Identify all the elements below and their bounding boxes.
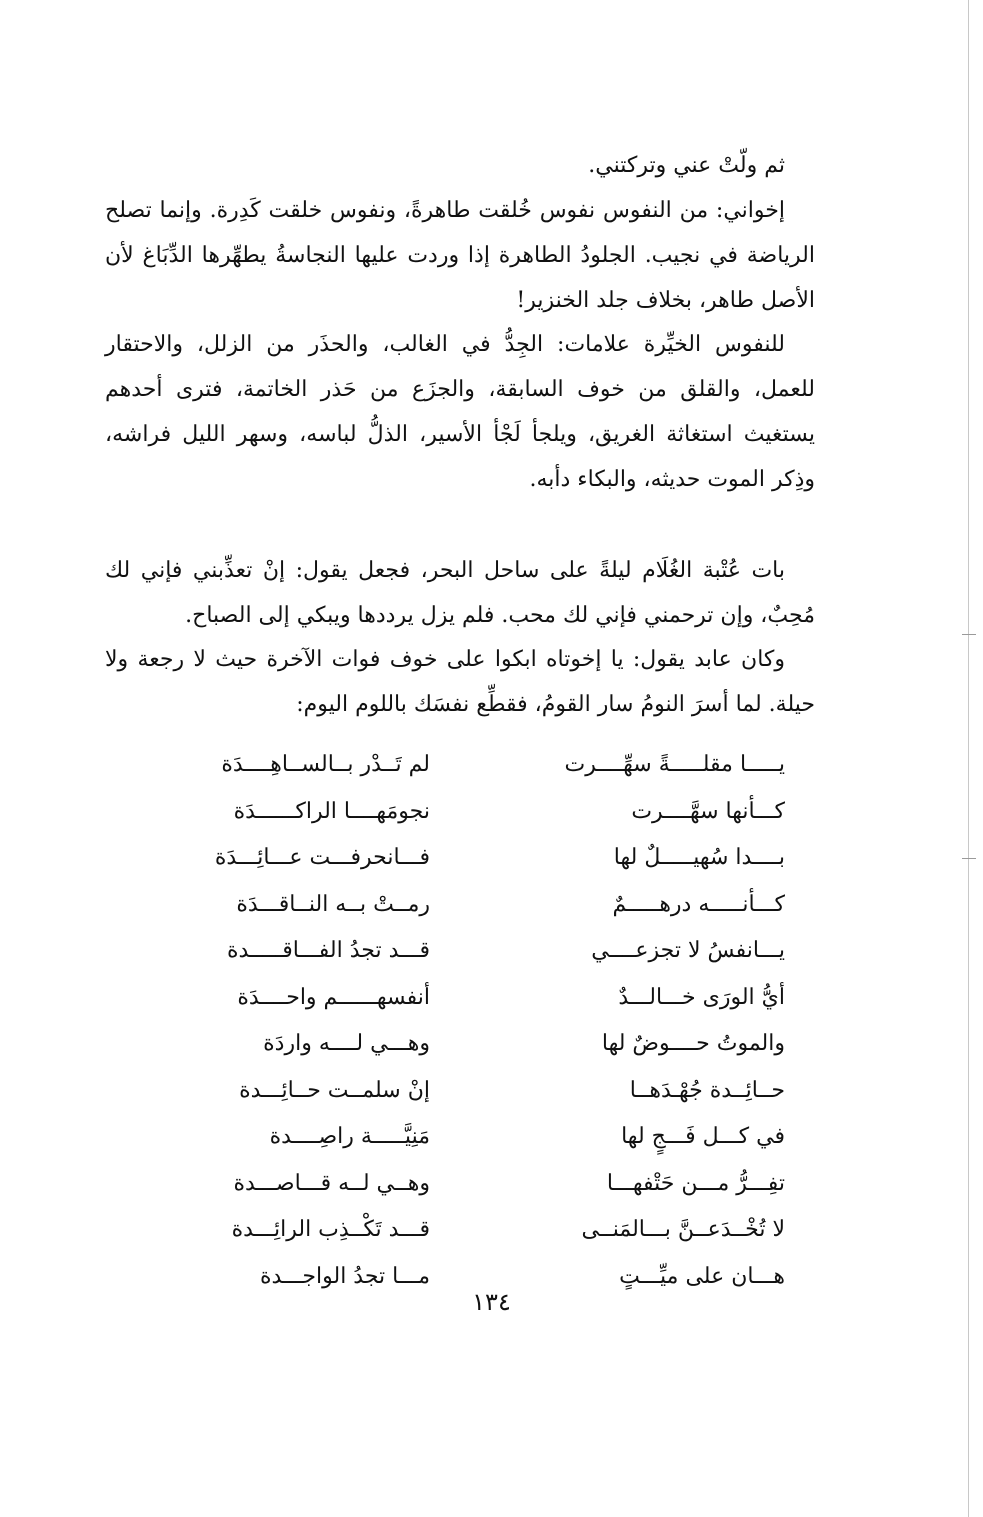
verse-first-hemistich: لا تُخْــدَعــنَّ بـــالمَنــى xyxy=(581,1217,785,1242)
scan-edge-tick xyxy=(962,634,976,635)
poem-verse xyxy=(130,1021,785,1068)
poem-verse xyxy=(130,789,785,836)
paragraph-pure-souls xyxy=(105,188,815,323)
poem-verse xyxy=(130,882,785,929)
verse-second-hemistich: وهــي لــه قـــاصـــدة xyxy=(233,1170,430,1196)
poem-verse xyxy=(130,1114,785,1161)
paragraph-text: وكان عابد يقول: يا إخوتاه ابكوا على خوف فوات الآخرة حيث لا رجعة ولا حيلة. لما أسرَ النومُ سار القومُ، فقطِّع نفسَك باللوم اليوم: xyxy=(105,647,815,717)
verse-second-hemistich: وهـــي لــــه واردَة xyxy=(263,1031,430,1056)
poem-verse xyxy=(130,835,785,882)
verse-second-hemistich: أنفسهــــــم واحــــدَة xyxy=(237,984,430,1010)
poem-verse xyxy=(130,1207,785,1254)
scan-edge-tick xyxy=(962,858,976,859)
paragraph-signs-of-good-souls xyxy=(105,322,815,502)
verse-first-hemistich: كـــأنها سهَّــــرت xyxy=(631,798,785,824)
verse-first-hemistich: تفِـــرُّ مـــن حَتْفهـــا xyxy=(606,1170,785,1196)
verse-first-hemistich: يـــــا مقلـــــةً سهِّــــرت xyxy=(564,752,785,777)
paragraph-text: بات عُتْبة الغُلَام ليلةً على ساحل البحر، فجعل يقول: إنْ تعذِّبني فإني لك مُحِبٌ، وإن ترحمني فإني لك محب. فلم يزل يرددها ويبكي إلى الصباح. xyxy=(105,558,815,628)
verse-first-hemistich: كـــأنـــــه درهـــــمٌ xyxy=(612,891,785,917)
verse-second-hemistich: نجومَهــــا الراكــــــدَة xyxy=(233,798,430,824)
poem-verse xyxy=(130,1068,785,1115)
paragraph-text: للنفوس الخيِّرة علامات: الجِدُّ في الغالب، والحذَر من الزلل، والاحتقار للعمل، والقلق من خوف السابقة، والجزَع من حَذر الخاتمة، فترى أحدهم يستغيث استغاثة الغريق، ويلجأ لَجْأ الأسير، الذلُّ لباسه، وسهر الليل فراشه، وذِكر الموت حديثه، والبكاء دأبه. xyxy=(105,332,815,492)
verse-second-hemistich: إنْ سلمــت حــائِـــدة xyxy=(239,1077,430,1103)
verse-second-hemistich: قـــد تَكْــذِب الرائِـــدة xyxy=(231,1217,430,1242)
page-number: ١٣٤ xyxy=(472,1288,511,1316)
verse-second-hemistich: مـــا تجدُ الواجـــدة xyxy=(260,1263,430,1289)
verse-second-hemistich: لم تَــدْر بــالســاهِــــدَة xyxy=(221,752,430,777)
paragraph-text: ثم ولّتْ عني وتركتني. xyxy=(588,153,785,178)
verse-first-hemistich: بــــدا سُهيـــــلٌ لها xyxy=(613,845,785,870)
verse-second-hemistich: فـــانحرفـــت عـــائِـــدَة xyxy=(214,845,430,870)
verse-first-hemistich: والموتُ حــــوضٌ لها xyxy=(601,1031,785,1056)
poem-verse xyxy=(130,975,785,1022)
poem-verse xyxy=(130,742,785,789)
paragraph-worshipper-saying xyxy=(105,637,815,727)
verse-second-hemistich: رمــتْ بــه النــاقـــدَة xyxy=(236,891,430,917)
paragraph-text: إخواني: من النفوس نفوس خُلقت طاهرةً، ونفوس خلقت كَدِرة. وإنما تصلح الرياضة في نجيب. الجلودُ الطاهرة إذا وردت عليها النجاسةُ يطهِّرها الدِّبَاغ لأن الأصل طاهر، بخلاف جلد الخنزير! xyxy=(105,198,815,313)
poem-verse xyxy=(130,1161,785,1208)
verse-first-hemistich: حــائِــدة جُهْـدَهــا xyxy=(629,1077,785,1103)
verse-first-hemistich: في كـــل فَـــجٍ لها xyxy=(621,1124,785,1149)
verse-first-hemistich: هـــان على ميِّـــتٍ xyxy=(619,1263,785,1289)
poem xyxy=(130,742,785,1300)
scan-edge-line xyxy=(968,0,969,1517)
verse-first-hemistich: أيُّ الورَى خـــالـــدٌ xyxy=(618,984,785,1010)
verse-first-hemistich: يـــانفسُ لا تجزعــــي xyxy=(591,938,785,963)
verse-second-hemistich: قـــد تجدُ الفـــاقـــــدة xyxy=(226,938,430,963)
poem-verse xyxy=(130,928,785,975)
paragraph-opening-line xyxy=(105,143,815,188)
verse-second-hemistich: مَنِيَّـــــة راصِــــدة xyxy=(269,1124,430,1149)
paragraph-utba-story xyxy=(105,548,815,638)
